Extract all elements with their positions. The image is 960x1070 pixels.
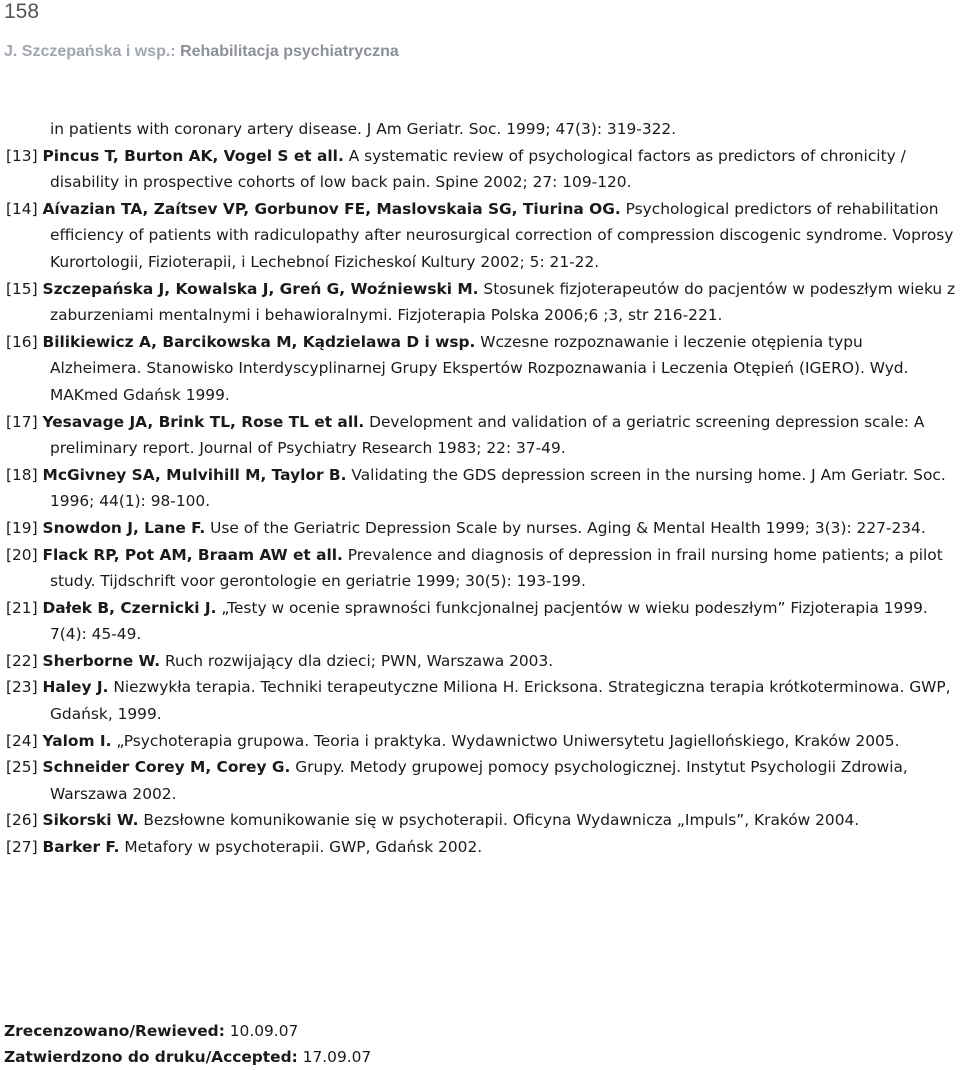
reference-item <box>6 648 956 675</box>
reference-text: Psychological predictors of rehabilitation efficiency of patients with radiculopathy after neurosurgical correction of compression discogenic syndrome. Voprosy Kurortologii, Fizioterapii, i Lechebnoí Fizicheskoí Kultury 2002; 5: 21-22. <box>50 199 954 271</box>
reference-item <box>6 834 956 861</box>
reference-item <box>6 595 956 648</box>
reference-authors: McGivney SA, Mulvihill M, Taylor B. <box>42 465 347 484</box>
reference-number: [13] <box>6 146 43 165</box>
reference-authors: Aívazian TA, Zaítsev VP, Gorbunov FE, Maslovskaia SG, Tiurina OG. <box>42 199 621 218</box>
reference-item <box>6 276 956 329</box>
reviewed-label: Zrecenzowano/Rewieved: <box>4 1022 225 1040</box>
reference-text: Grupy. Metody grupowej pomocy psychologicznej. Instytut Psychologii Zdrowia, Warszawa 2002. <box>50 758 908 803</box>
reviewed-date: 10.09.07 <box>224 1022 299 1040</box>
reference-authors: Flack RP, Pot AM, Braam AW et all. <box>42 545 343 564</box>
reference-item <box>6 116 956 143</box>
reference-number: [20] <box>6 545 43 564</box>
reference-authors: Haley J. <box>42 678 109 697</box>
reference-item <box>6 196 956 276</box>
reference-list <box>6 116 956 861</box>
reference-number: [19] <box>6 518 43 537</box>
reference-item <box>6 329 956 409</box>
reference-text: Niezwykła terapia. Techniki terapeutyczne Miliona H. Ericksona. Strategiczna terapia krótkoterminowa. GWP, Gdańsk, 1999. <box>50 678 951 724</box>
reference-text: Wczesne rozpoznawanie i leczenie otępienia typu Alzheimera. Stanowisko Interdyscyplinarnej Grupy Ekspertów Rozpoznawania i Leczenia Otępień (IGERO). Wyd. MAKmed Gdańsk 1999. <box>50 332 909 404</box>
reviewed-line <box>4 1018 371 1044</box>
reference-item <box>6 754 956 807</box>
reference-number: [24] <box>6 731 43 750</box>
reference-authors: Sikorski W. <box>42 811 139 830</box>
running-head-authors: J. Szczepańska i wsp.: <box>4 43 176 60</box>
reference-text: Validating the GDS depression screen in the nursing home. J Am Geriatr. Soc. 1996; 44(1): 98-100. <box>50 465 946 511</box>
accepted-label: Zatwierdzono do druku/Accepted: <box>4 1048 298 1066</box>
reference-text: Use of the Geriatric Depression Scale by nurses. Aging & Mental Health 1999; 3(3): 227-234. <box>205 518 926 537</box>
reference-number: [14] <box>6 199 43 218</box>
reference-item <box>6 143 956 196</box>
reference-number: [25] <box>6 758 43 777</box>
reference-authors: Yalom I. <box>42 731 112 750</box>
reference-text: in patients with coronary artery disease. J Am Geriatr. Soc. 1999; 47(3): 319-322. <box>50 120 677 138</box>
page-number: 158 <box>4 0 40 23</box>
reference-number: [15] <box>6 279 43 298</box>
reference-authors: Pincus T, Burton AK, Vogel S et all. <box>42 146 344 165</box>
accepted-date: 17.09.07 <box>297 1048 372 1066</box>
reference-authors: Snowdon J, Lane F. <box>42 518 206 537</box>
reference-number: [22] <box>6 651 43 670</box>
reference-authors: Yesavage JA, Brink TL, Rose TL et all. <box>42 412 365 431</box>
review-dates <box>4 1018 371 1070</box>
reference-text: Development and validation of a geriatric screening depression scale: A preliminary report. Journal of Psychiatry Research 1983; 22: 37-49. <box>50 412 925 458</box>
reference-item <box>6 728 956 755</box>
running-head <box>4 43 399 61</box>
reference-number: [16] <box>6 332 43 351</box>
reference-authors: Barker F. <box>42 838 120 857</box>
reference-number: [17] <box>6 412 43 431</box>
reference-authors: Schneider Corey M, Corey G. <box>42 758 291 777</box>
reference-text: Stosunek fizjoterapeutów do pacjentów w podeszłym wieku z zaburzeniami mentalnymi i behawioralnymi. Fizjoterapia Polska 2006;6 ;3, str 216-221. <box>50 279 956 325</box>
reference-text: A systematic review of psychological factors as predictors of chronicity / disability in prospective cohorts of low back pain. Spine 2002; 27: 109-120. <box>50 146 906 192</box>
reference-item <box>6 462 956 515</box>
reference-authors: Sherborne W. <box>42 651 161 670</box>
running-head-title: Rehabilitacja psychiatryczna <box>175 43 399 60</box>
reference-number: [26] <box>6 811 43 830</box>
reference-item <box>6 515 956 542</box>
reference-number: [27] <box>6 838 43 857</box>
reference-authors: Szczepańska J, Kowalska J, Greń G, Woźniewski M. <box>42 279 479 298</box>
reference-authors: Bilikiewicz A, Barcikowska M, Kądzielawa D i wsp. <box>42 332 476 351</box>
reference-item <box>6 674 956 727</box>
reference-text: Ruch rozwijający dla dzieci; PWN, Warszawa 2003. <box>160 651 554 670</box>
reference-item <box>6 807 956 834</box>
reference-text: Bezsłowne komunikowanie się w psychoterapii. Oficyna Wydawnicza „Impuls”, Kraków 2004. <box>138 811 860 830</box>
reference-item <box>6 542 956 595</box>
reference-number: [18] <box>6 465 43 484</box>
reference-text: „Testy w ocenie sprawności funkcjonalnej pacjentów w wieku podeszłym” Fizjoterapia 1999. 7(4): 45-49. <box>50 598 928 644</box>
reference-number: [21] <box>6 598 43 617</box>
reference-text: Metafory w psychoterapii. GWP, Gdańsk 2002. <box>119 838 483 857</box>
reference-text: „Psychoterapia grupowa. Teoria i praktyka. Wydawnictwo Uniwersytetu Jagiellońskiego, Kraków 2005. <box>111 731 900 750</box>
reference-authors: Dałek B, Czernicki J. <box>42 598 217 617</box>
accepted-line <box>4 1044 371 1070</box>
reference-item <box>6 409 956 462</box>
reference-number: [23] <box>6 678 43 697</box>
reference-text: Prevalence and diagnosis of depression in frail nursing home patients; a pilot study. Tijdschrift voor gerontologie en geriatrie 1999; 30(5): 193-199. <box>50 545 943 591</box>
